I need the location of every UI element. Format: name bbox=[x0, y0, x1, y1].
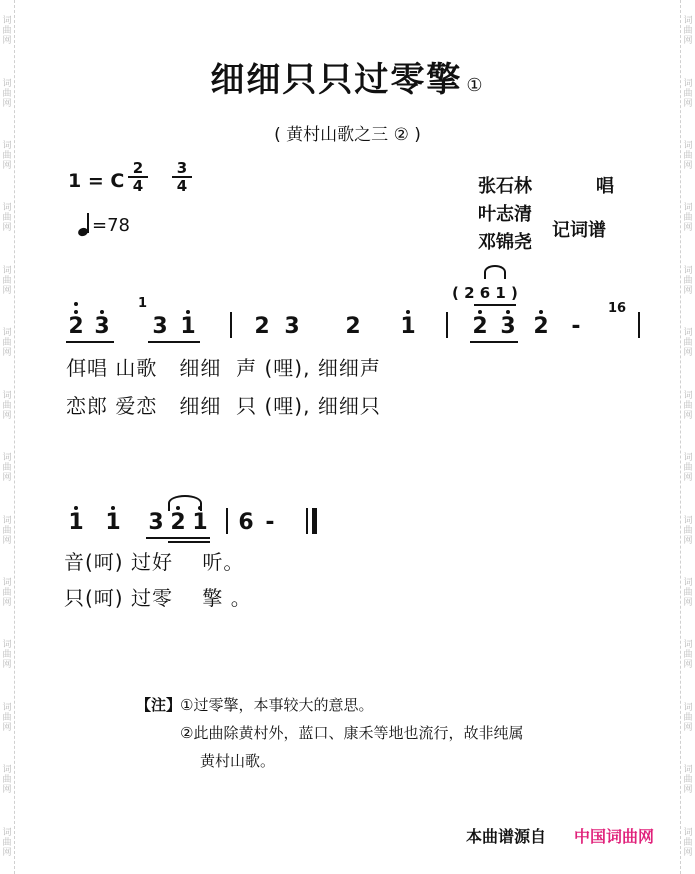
slur bbox=[168, 495, 202, 511]
barline bbox=[230, 312, 232, 338]
ornament-notes: ( 2 6 1 ) bbox=[452, 284, 518, 302]
lyric-line-2: 只(呵) 过零 擎 。 bbox=[64, 586, 252, 610]
watermark-group: 词 曲 网 bbox=[2, 203, 12, 234]
note: - bbox=[571, 314, 581, 339]
watermark-group: 词 曲 网 bbox=[2, 16, 12, 47]
time-sig-denominator: 4 bbox=[172, 176, 192, 194]
watermark-group: 词 曲 网 bbox=[2, 453, 12, 484]
watermark-group: 词 曲 网 bbox=[2, 328, 12, 359]
octave-dot bbox=[74, 302, 78, 306]
octave-dot bbox=[100, 310, 104, 314]
watermark-group: 词 曲 网 bbox=[2, 265, 12, 296]
footnote-1: ①过零擎，本事较大的意思。 bbox=[180, 696, 374, 714]
recorder-role: 记词谱 bbox=[552, 220, 606, 241]
singer-name: 张石林 bbox=[478, 176, 532, 197]
note: 3 bbox=[284, 314, 300, 339]
watermark-group: 词 曲 网 bbox=[683, 265, 693, 296]
beat-underline bbox=[470, 341, 518, 343]
note: 6 bbox=[238, 510, 254, 535]
octave-dot bbox=[74, 310, 78, 314]
octave-dot bbox=[506, 310, 510, 314]
note: 3 bbox=[148, 510, 164, 535]
octave-dot bbox=[406, 310, 410, 314]
note: 2 bbox=[254, 314, 270, 339]
song-title-text: 细细只只过零擎 bbox=[210, 60, 463, 100]
octave-dot bbox=[198, 506, 202, 510]
recorder-name-2: 邓锦尧 bbox=[478, 232, 532, 253]
beat-underline bbox=[148, 341, 200, 343]
beat-underline bbox=[146, 537, 210, 539]
ornament-underline bbox=[474, 304, 516, 306]
footnote-2: ②此曲除黄村外，蓝口、康禾等地也流行，故非纯属 bbox=[180, 724, 524, 742]
watermark-group: 词 曲 网 bbox=[683, 141, 693, 172]
watermark-group: 词 曲 网 bbox=[683, 203, 693, 234]
watermark-group: 词 曲 网 bbox=[2, 390, 12, 421]
title-footnote-mark: ① bbox=[466, 75, 485, 96]
watermark-group: 词 曲 网 bbox=[683, 827, 693, 858]
song-subtitle: ( 黄村山歌之三 ② ) bbox=[274, 125, 421, 145]
recorder-name-1: 叶志清 bbox=[478, 204, 532, 225]
watermark-group: 词 曲 网 bbox=[2, 141, 12, 172]
watermark-group: 词 曲 网 bbox=[683, 328, 693, 359]
singer-role: 唱 bbox=[596, 176, 614, 197]
note: 2 bbox=[345, 314, 361, 339]
final-barline-thick bbox=[312, 508, 317, 534]
time-signature-2-4 bbox=[128, 160, 148, 194]
grace-note: 1 bbox=[138, 296, 148, 311]
beat-underline bbox=[66, 341, 114, 343]
watermark-group: 词 曲 网 bbox=[683, 16, 693, 47]
watermark-group: 词 曲 网 bbox=[683, 515, 693, 546]
note: 3 bbox=[94, 314, 110, 339]
lyric-line-2: 恋郎 爱恋 细细 只 (哩), 细细只 bbox=[66, 394, 381, 418]
note: 2 bbox=[472, 314, 488, 339]
note: 1 bbox=[400, 314, 416, 339]
watermark-group: 词 曲 网 bbox=[683, 453, 693, 484]
watermark-group: 词 曲 网 bbox=[683, 578, 693, 608]
ornament-slur bbox=[484, 265, 506, 279]
lyric-line-1: 音(呵) 过好 听。 bbox=[64, 550, 245, 574]
time-signature-3-4 bbox=[172, 160, 192, 194]
note: - bbox=[265, 510, 275, 535]
note: 1 bbox=[192, 510, 208, 535]
watermark-group: 词 曲 网 bbox=[683, 765, 693, 796]
note: 3 bbox=[152, 314, 168, 339]
watermark-group: 词 曲 网 bbox=[683, 702, 693, 733]
octave-dot bbox=[186, 310, 190, 314]
note: 2 bbox=[533, 314, 549, 339]
note: 2 bbox=[170, 510, 186, 535]
watermark-group: 词 曲 网 bbox=[2, 515, 12, 546]
source-site-link[interactable]: 中国词曲网 bbox=[574, 827, 655, 846]
note: 1 bbox=[105, 510, 121, 535]
note: 1 bbox=[68, 510, 84, 535]
barline bbox=[446, 312, 448, 338]
quarter-note-icon bbox=[78, 212, 92, 236]
watermark-group: 词 曲 网 bbox=[683, 78, 693, 109]
watermark-group: 词 曲 网 bbox=[2, 827, 12, 858]
octave-dot bbox=[176, 506, 180, 510]
grace-note: 16 bbox=[608, 301, 627, 316]
octave-dot bbox=[478, 310, 482, 314]
watermark-group: 词 曲 网 bbox=[683, 390, 693, 421]
watermark-group: 词 曲 网 bbox=[2, 578, 12, 608]
beat-underline bbox=[168, 541, 210, 543]
footnote-2-continued: 黄村山歌。 bbox=[200, 752, 276, 770]
barline bbox=[226, 508, 228, 534]
note: 2 bbox=[68, 314, 84, 339]
key-signature: 1 = C bbox=[68, 170, 125, 192]
barline bbox=[638, 312, 640, 338]
octave-dot bbox=[74, 506, 78, 510]
time-sig-numerator: 2 bbox=[132, 159, 144, 177]
watermark-group: 词 曲 网 bbox=[2, 78, 12, 109]
song-title bbox=[0, 52, 695, 101]
note: 1 bbox=[180, 314, 196, 339]
watermark-group: 词 曲 网 bbox=[2, 702, 12, 733]
tempo-marking bbox=[78, 212, 130, 236]
time-sig-denominator: 4 bbox=[128, 176, 148, 194]
lyric-line-1: 佴唱 山歌 细细 声 (哩), 细细声 bbox=[66, 356, 381, 380]
watermark-group: 词 曲 网 bbox=[2, 640, 12, 671]
time-sig-numerator: 3 bbox=[176, 159, 188, 177]
watermark-group: 词 曲 网 bbox=[2, 765, 12, 796]
source-label: 本曲谱源自 bbox=[466, 827, 547, 846]
tempo-value: =78 bbox=[92, 215, 130, 236]
footnote-label: 【注】 bbox=[136, 696, 182, 714]
final-barline-thin bbox=[306, 508, 308, 534]
note: 3 bbox=[500, 314, 516, 339]
watermark-group: 词 曲 网 bbox=[683, 640, 693, 671]
octave-dot bbox=[539, 310, 543, 314]
octave-dot bbox=[111, 506, 115, 510]
